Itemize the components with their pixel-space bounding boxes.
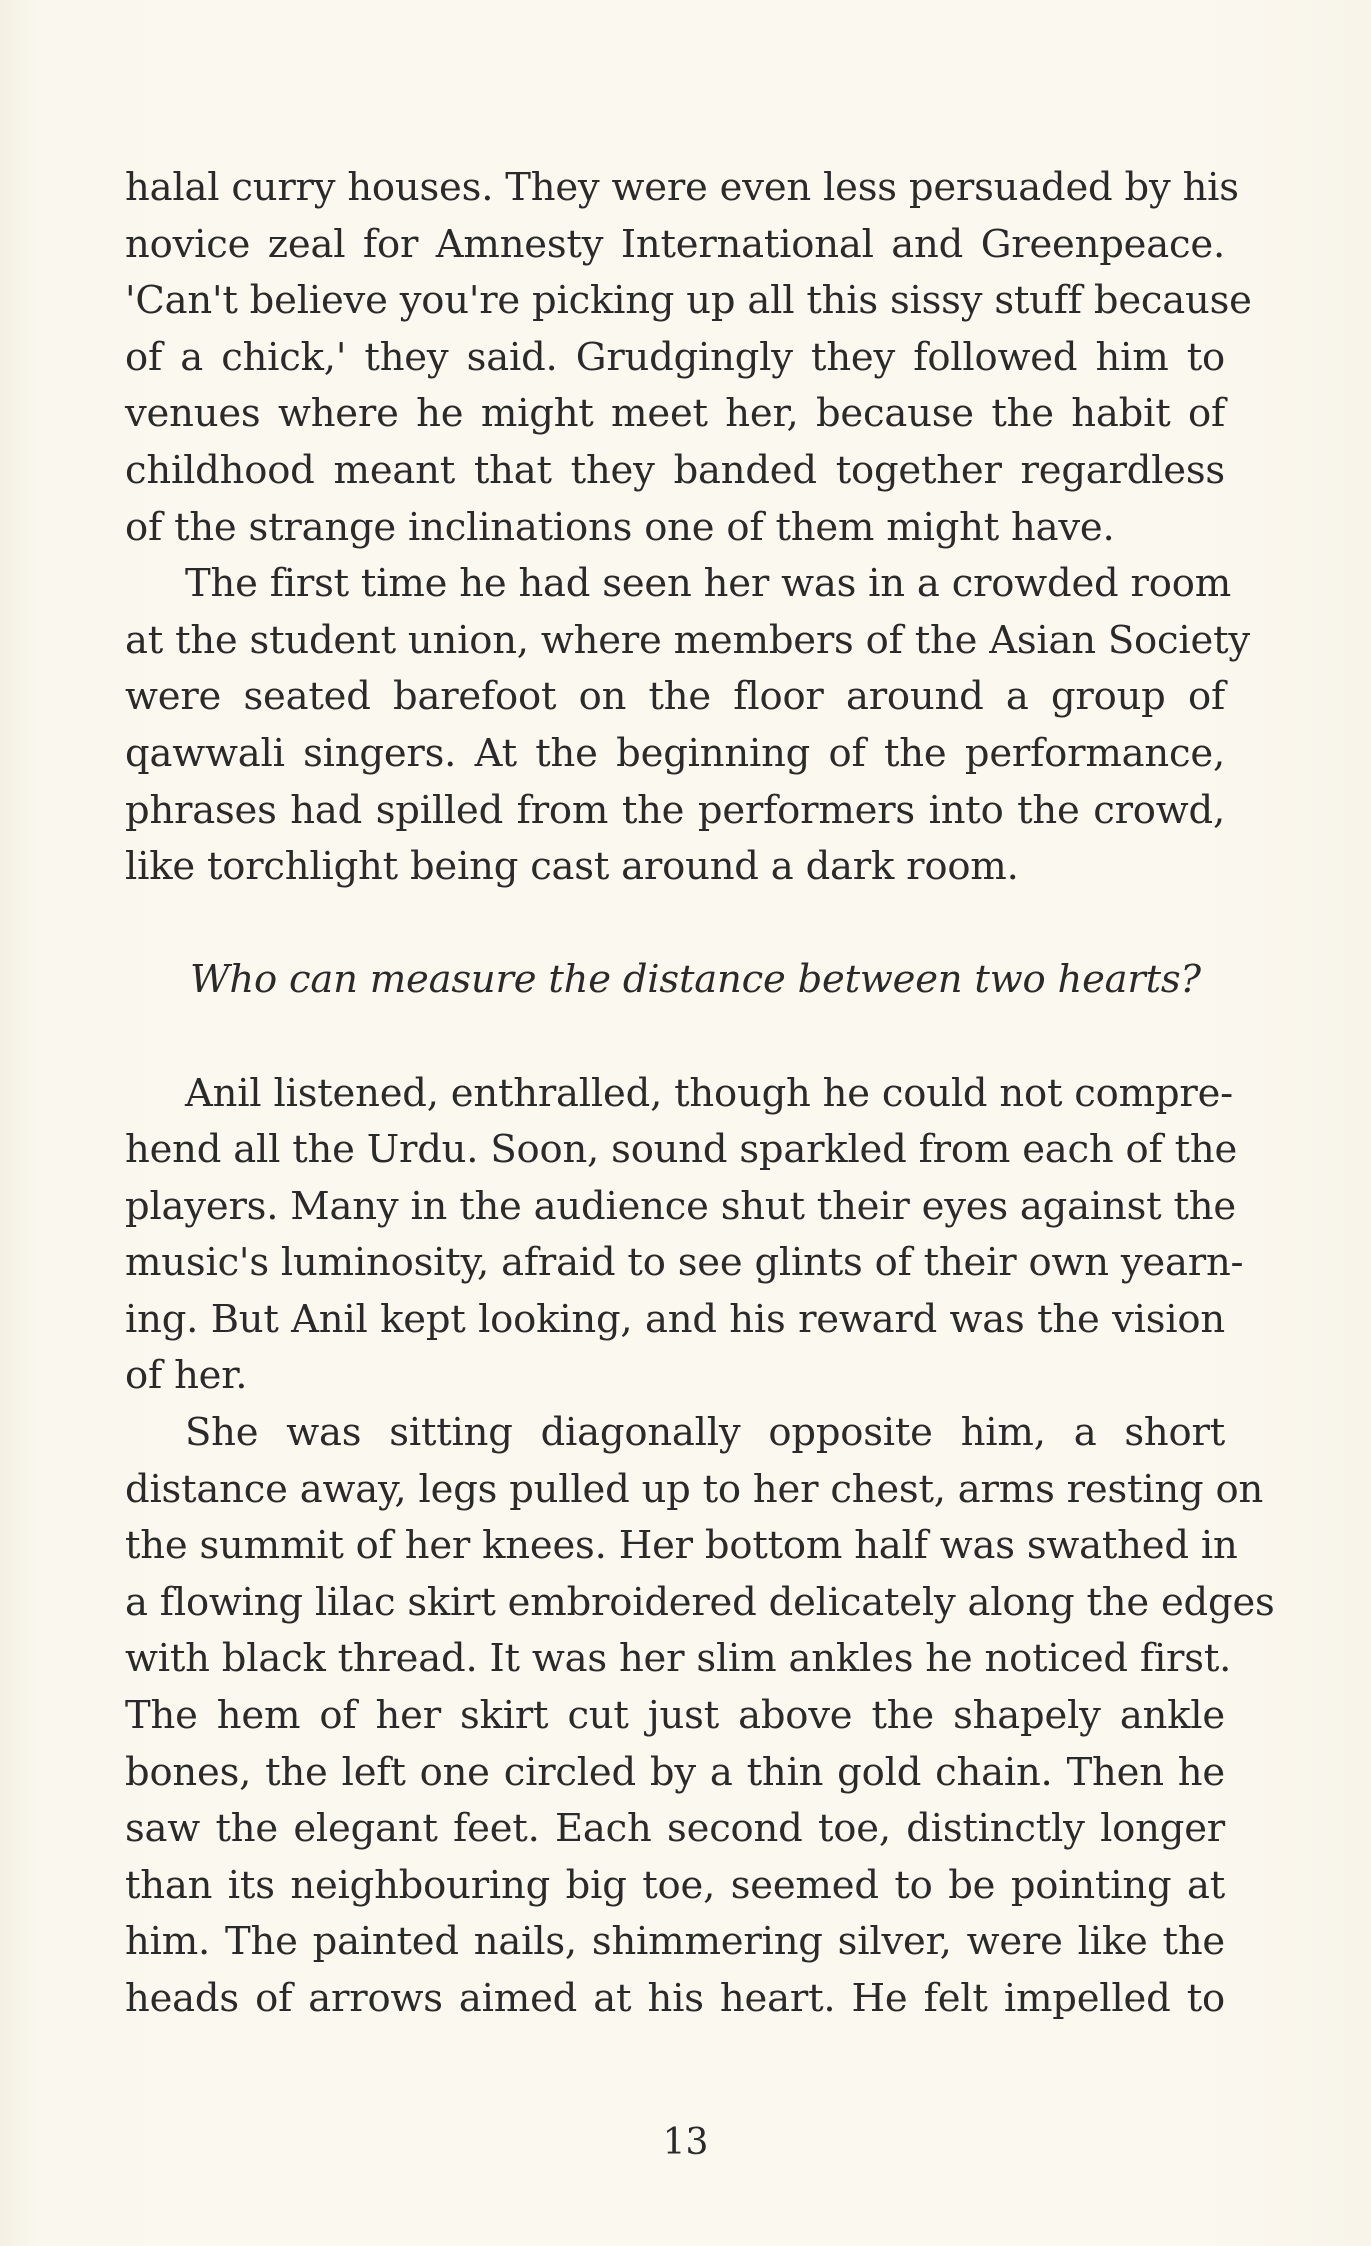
text-line: hend all the Urdu. Soon, sound sparkled from each of the xyxy=(125,1127,1238,1173)
text-line: The first time he had seen her was in a crowded room xyxy=(185,561,1232,607)
text-line: of the strange inclinations one of them might have. xyxy=(125,504,1115,550)
text-line: halal curry houses. They were even less persuaded by his xyxy=(125,165,1239,210)
paragraph-4 xyxy=(125,1405,1275,2028)
epigraph: Who can measure the distance between two hearts? xyxy=(190,957,1201,1003)
text-line: of a chick,' they said. Grudgingly they followed him to xyxy=(125,334,1225,380)
text-line: She was sitting diagonally opposite him, a short xyxy=(185,1410,1225,1456)
paragraph-2 xyxy=(125,556,1250,896)
paragraph-1 xyxy=(125,160,1252,556)
text-line: bones, the left one circled by a thin gold chain. Then he xyxy=(125,1749,1225,1795)
page-number: 13 xyxy=(662,2122,709,2163)
text-line: at the student union, where members of the Asian Society xyxy=(125,617,1250,663)
text-line: venues where he might meet her, because the habit of xyxy=(125,391,1225,437)
text-line: qawwali singers. At the beginning of the performance, xyxy=(125,730,1225,776)
text-line: saw the elegant feet. Each second toe, distinctly longer xyxy=(125,1806,1225,1852)
text-line: phrases had spilled from the performers into the crowd, xyxy=(125,787,1225,833)
text-line: with black thread. It was her slim ankles he noticed first. xyxy=(125,1636,1232,1682)
text-line: heads of arrows aimed at his heart. He felt impelled to xyxy=(125,1976,1225,2021)
spacer xyxy=(125,1009,1225,1066)
text-line: Anil listened, enthralled, though he could not compre- xyxy=(185,1070,1233,1116)
text-line: novice zeal for Amnesty International and Greenpeace. xyxy=(125,221,1225,267)
text-line: like torchlight being cast around a dark room. xyxy=(125,844,1019,890)
text-line: the summit of her knees. Her bottom half was swathed in xyxy=(125,1523,1238,1569)
body-text xyxy=(125,160,1275,2028)
text-line: 'Can't believe you're picking up all this sissy stuff because xyxy=(125,278,1252,324)
text-line: him. The painted nails, shimmering silver, were like the xyxy=(125,1919,1225,1965)
text-line: childhood meant that they banded together regardless xyxy=(125,447,1225,493)
text-line: were seated barefoot on the floor around a group of xyxy=(125,674,1225,720)
text-line: than its neighbouring big toe, seemed to be pointing at xyxy=(125,1862,1225,1908)
text-line: players. Many in the audience shut their eyes against the xyxy=(125,1183,1236,1229)
paragraph-3 xyxy=(125,1066,1244,1406)
spacer xyxy=(125,896,1225,953)
text-line: of her. xyxy=(125,1353,248,1399)
text-line: The hem of her skirt cut just above the shapely ankle xyxy=(125,1693,1225,1739)
text-line: ing. But Anil kept looking, and his reward was the vision xyxy=(125,1296,1225,1342)
text-line: music's luminosity, afraid to see glints of their own yearn- xyxy=(125,1240,1244,1286)
text-line: a flowing lilac skirt embroidered delicately along the edges xyxy=(125,1579,1275,1625)
text-line: distance away, legs pulled up to her chest, arms resting on xyxy=(125,1466,1264,1512)
